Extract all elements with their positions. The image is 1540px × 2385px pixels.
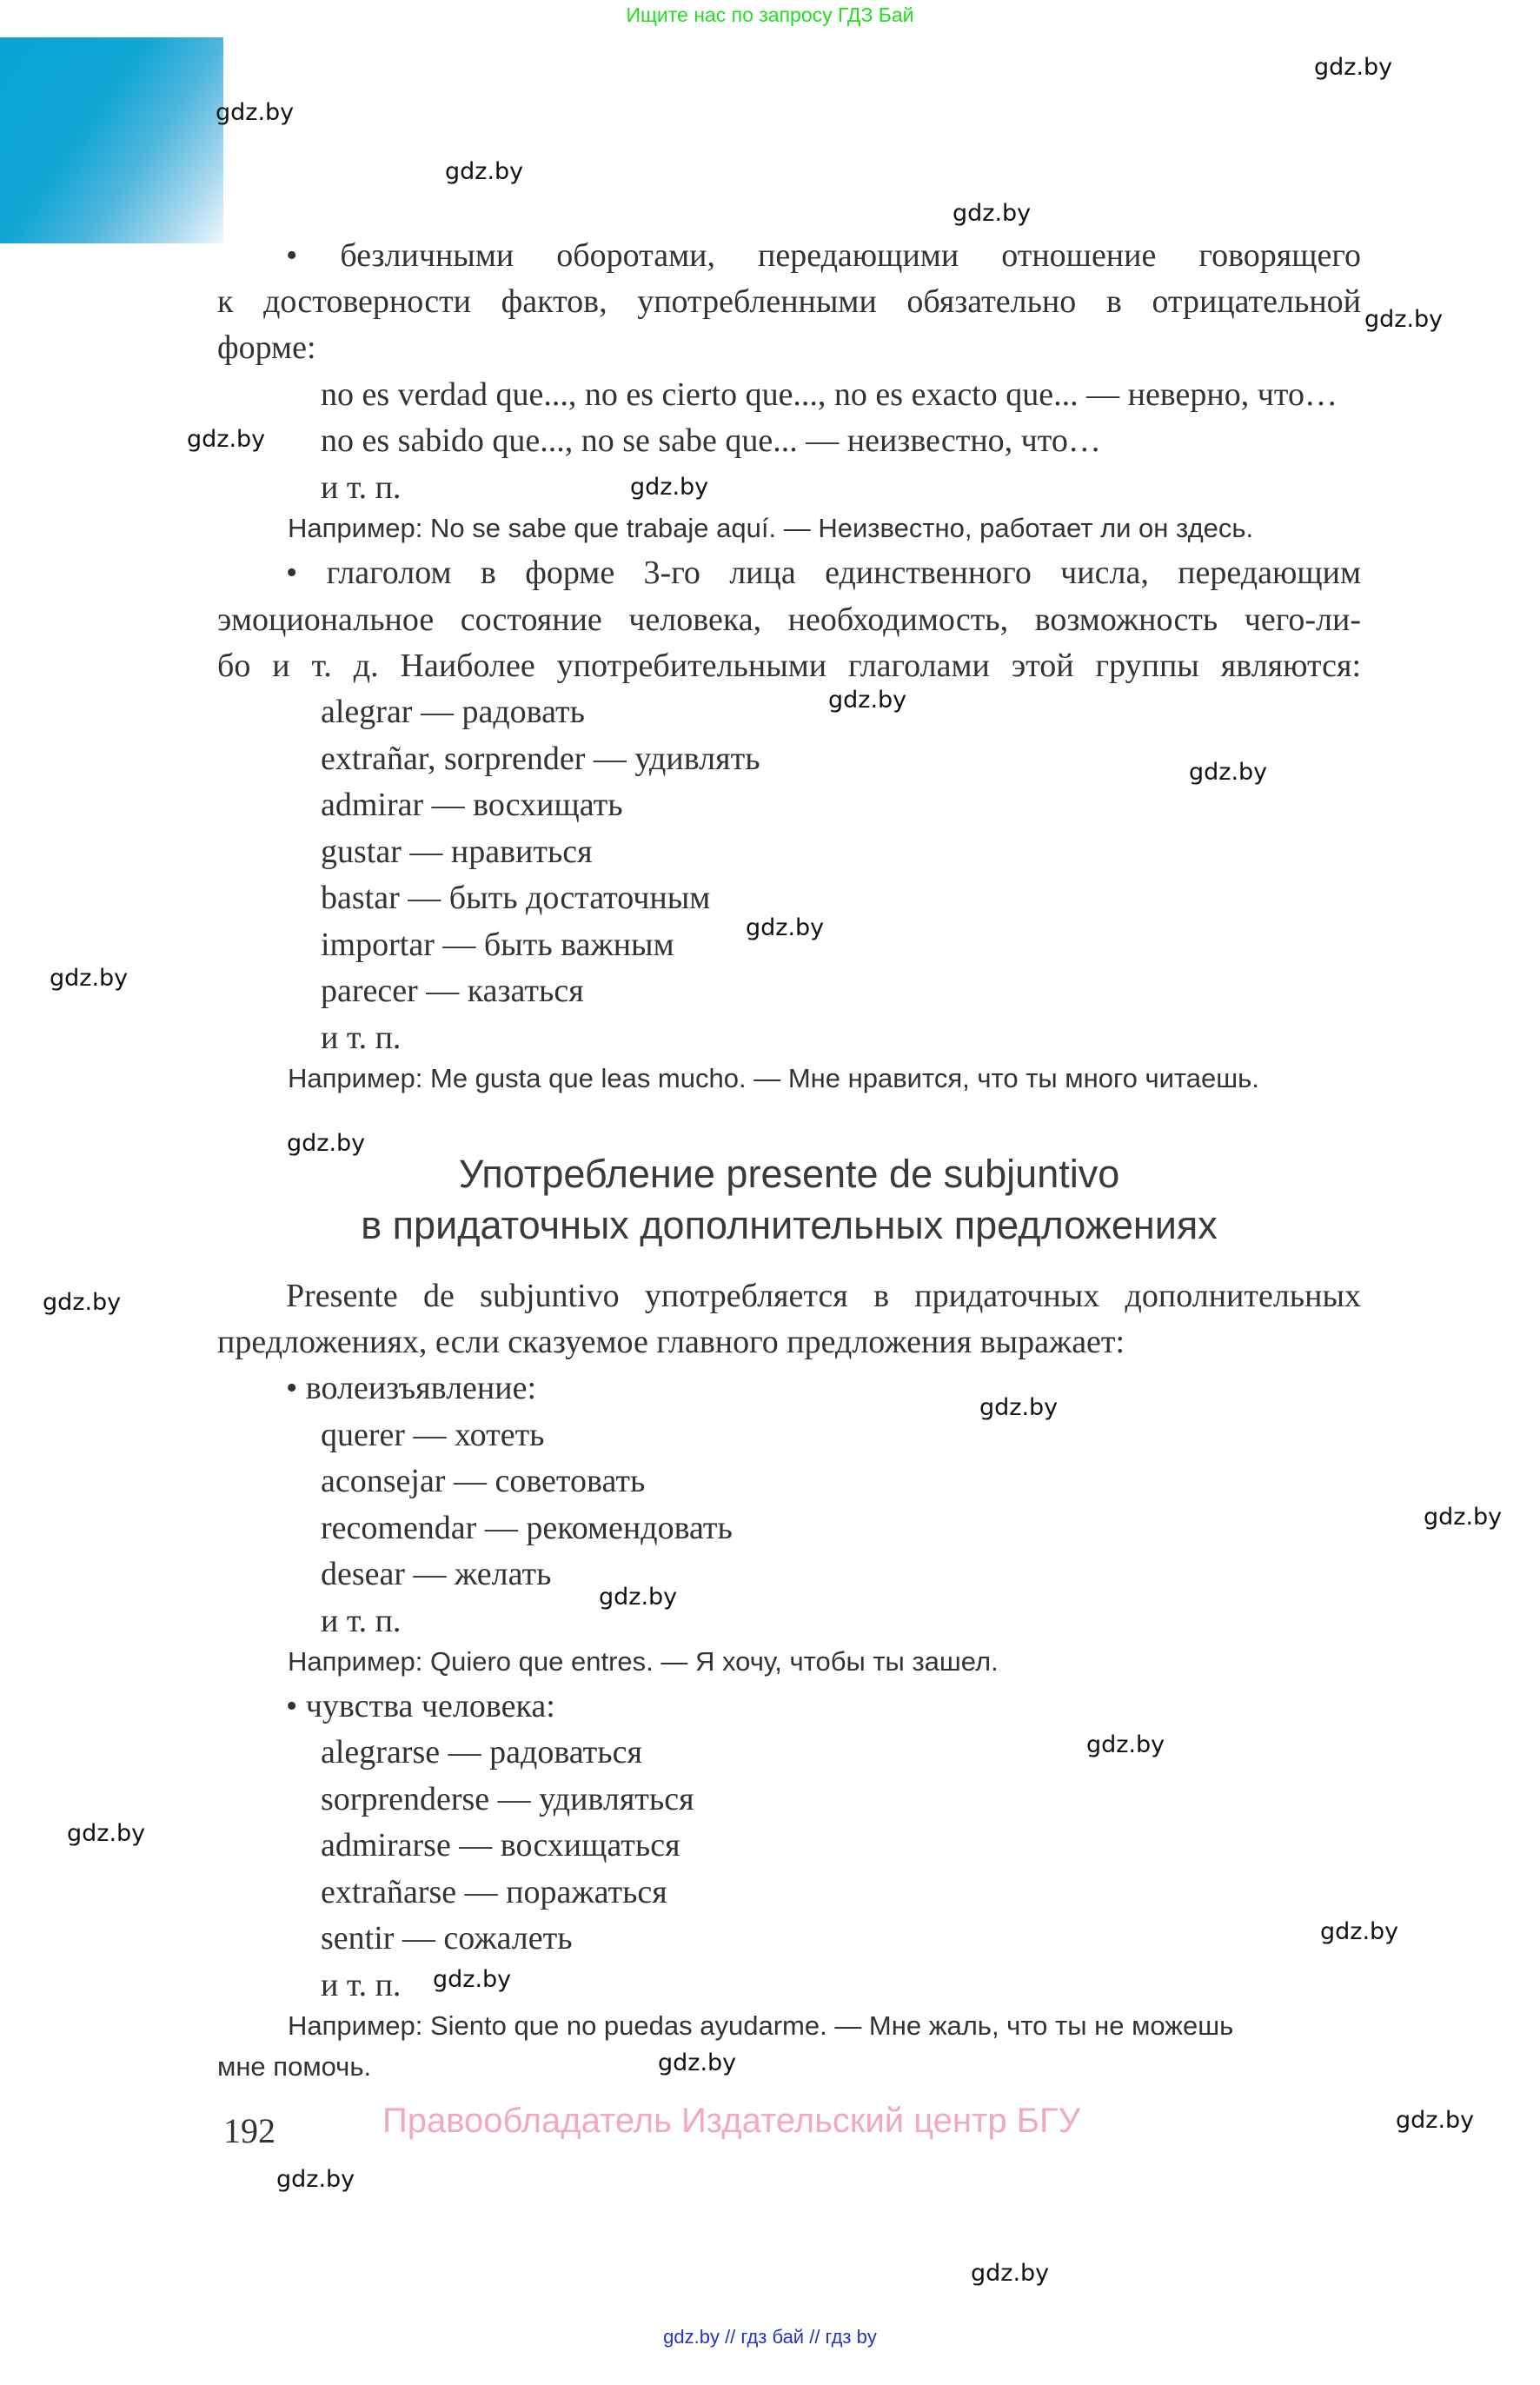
verb-item: alegrar — радовать: [321, 694, 585, 730]
watermark: gdz.by: [187, 426, 266, 453]
verb-item: admirar — восхищать: [321, 787, 623, 823]
watermark: gdz.by: [216, 99, 295, 126]
bullet-verb-line-1: • глаголом в форме 3-го лица единственного числа, передающим: [286, 555, 1361, 591]
phrase-no-es-verdad: no es verdad que..., no es cierto que..., no es exacto que... — неверно, что…: [321, 376, 1338, 413]
watermark: gdz.by: [67, 1820, 146, 1847]
rights-holder: Правообладатель Издательский центр БГУ: [382, 2102, 1081, 2140]
watermark: gdz.by: [630, 474, 709, 501]
watermark: gdz.by: [953, 200, 1032, 227]
verb-item: recomendar — рекомендовать: [321, 1510, 733, 1546]
verb-item: alegrarse — радоваться: [321, 1734, 642, 1770]
watermark: gdz.by: [1086, 1731, 1165, 1758]
verb-item: и т. п.: [321, 1967, 402, 2003]
watermark: gdz.by: [1364, 306, 1444, 333]
watermark: gdz.by: [1320, 1918, 1399, 1945]
example-siento-line-1: Например: Siento que no puedas ayudarme. — Мне жаль, что ты не можешь: [288, 2010, 1234, 2041]
watermark: gdz.by: [658, 2050, 737, 2076]
top-search-banner: Ищите нас по запросу ГДЗ Бай: [626, 3, 914, 26]
watermark: gdz.by: [599, 1584, 678, 1611]
example-siento-line-2: мне помочь.: [217, 2051, 372, 2082]
intro-line-2: предложениях, если сказуемое главного предложения выражает:: [217, 1324, 1125, 1360]
verb-item: parecer — казаться: [321, 973, 584, 1009]
verb-item: aconsejar — советовать: [321, 1463, 646, 1499]
example-no-se-sabe: Например: No se sabe que trabaje aquí. — Неизвестно, работает ли он здесь.: [288, 513, 1254, 543]
bullet-impersonal-line-1: • безличными оборотами, передающими отношение говорящего: [286, 237, 1361, 274]
watermark: gdz.by: [1189, 759, 1268, 786]
watermark: gdz.by: [276, 2166, 355, 2193]
verb-item: importar — быть важным: [321, 927, 674, 963]
bullet-verb-line-2: эмоциональное состояние человека, необходимость, возможность чего-ли-: [217, 601, 1361, 638]
verb-item: gustar — нравиться: [321, 834, 593, 870]
intro-line-1: Presente de subjuntivo употребляется в придаточных дополнительных: [286, 1278, 1361, 1314]
bottom-site-links[interactable]: gdz.by // гдз бай // гдз by: [663, 2326, 877, 2348]
group-feelings-title: • чувства человека:: [286, 1688, 555, 1724]
watermark: gdz.by: [1314, 54, 1393, 81]
watermark: gdz.by: [746, 914, 825, 941]
section-heading-line-2: в придаточных дополнительных предложениях: [361, 1203, 1218, 1247]
watermark: gdz.by: [979, 1394, 1059, 1421]
corner-decoration: [0, 37, 223, 243]
bullet-impersonal-line-2: к достоверности фактов, употребленными обязательно в отрицательной: [217, 283, 1361, 320]
section-heading-line-1: Употребление presente de subjuntivo: [458, 1152, 1120, 1196]
page-number: 192: [223, 2111, 275, 2150]
verb-item: desear — желать: [321, 1556, 552, 1592]
watermark: gdz.by: [1424, 1504, 1503, 1531]
verb-item: bastar — быть достаточным: [321, 880, 711, 916]
watermark: gdz.by: [50, 965, 129, 992]
verb-item: extrañar, sorprender — удивлять: [321, 741, 760, 777]
verb-item: sentir — сожалеть: [321, 1920, 573, 1956]
watermark: gdz.by: [1396, 2107, 1475, 2134]
watermark: gdz.by: [433, 1966, 512, 1993]
bullet-impersonal-line-3: форме:: [217, 329, 316, 366]
example-me-gusta: Например: Me gusta que leas mucho. — Мне нравится, что ты много читаешь.: [288, 1063, 1259, 1093]
verb-item: и т. п.: [321, 1603, 402, 1639]
watermark: gdz.by: [971, 2260, 1050, 2287]
verb-item: querer — хотеть: [321, 1417, 545, 1453]
verb-item: sorprenderse — удивляться: [321, 1781, 694, 1817]
bullet-verb-line-3: бо и т. д. Наиболее употребительными глаголами этой группы являются:: [217, 648, 1361, 684]
phrase-etc: и т. п.: [321, 469, 402, 506]
watermark: gdz.by: [828, 687, 907, 714]
phrase-no-es-sabido: no es sabido que..., no se sabe que... — неизвестно, что…: [321, 422, 1101, 459]
example-quiero: Например: Quiero que entres. — Я хочу, чтобы ты зашел.: [288, 1646, 999, 1677]
verb-item: extrañarse — поражаться: [321, 1874, 667, 1910]
watermark: gdz.by: [43, 1289, 122, 1316]
watermark: gdz.by: [445, 158, 524, 185]
verb-item: и т. п.: [321, 1020, 402, 1056]
group-volition-title: • волеизъявление:: [286, 1370, 537, 1406]
watermark: gdz.by: [287, 1130, 366, 1157]
verb-item: admirarse — восхищаться: [321, 1827, 680, 1863]
